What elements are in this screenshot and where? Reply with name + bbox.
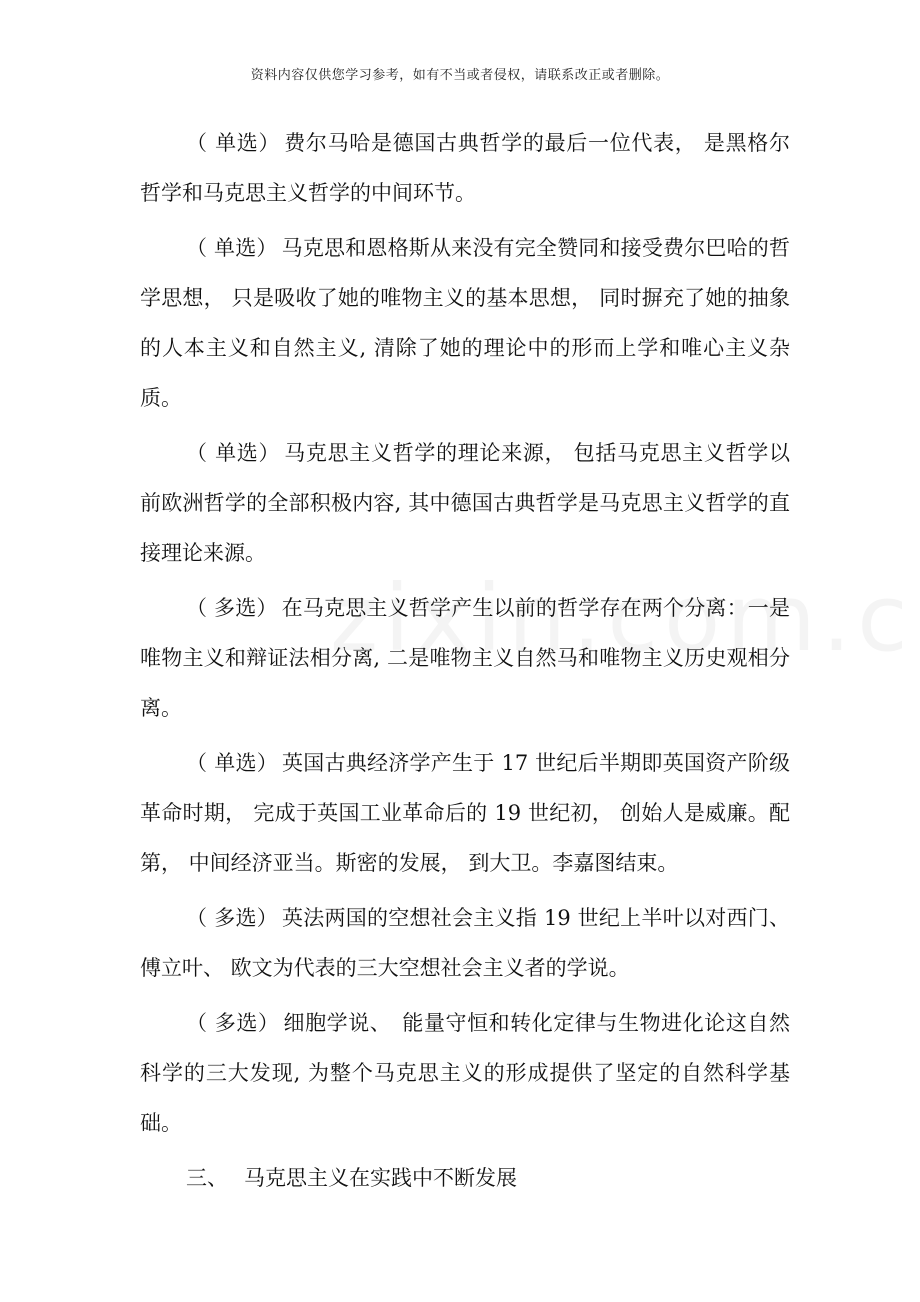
- paragraph-1: [140, 118, 790, 218]
- section-heading: [140, 1153, 790, 1203]
- paragraph-text: 英国古典经济学产生于 17 世纪后半期即英国资产阶级革命时期， 完成于英国工业革命后的 19 世纪初， 创始人是威廉。配第， 中间经济亚当。斯密的发展， 到大卫。李嘉图结束。: [140, 751, 790, 875]
- paragraph-2: [140, 223, 790, 423]
- paragraph-6: [140, 893, 790, 993]
- question-type-tag: （ 单选）: [186, 751, 278, 775]
- section-number: 三、: [186, 1166, 228, 1190]
- paragraph-5: [140, 738, 790, 888]
- paragraph-text: 马克思主义哲学的理论来源， 包括马克思主义哲学以前欧洲哲学的全部积极内容, 其中德国古典哲学是马克思主义哲学的直接理论来源。: [140, 441, 790, 565]
- paragraph-4: [140, 583, 790, 733]
- question-type-tag: （ 单选）: [186, 131, 281, 155]
- document-body: [140, 118, 790, 1203]
- paragraph-text: 马克思和恩格斯从来没有完全赞同和接受费尔巴哈的哲学思想， 只是吸收了她的唯物主义的基本思想， 同时摒充了她的抽象的人本主义和自然主义, 清除了她的理论中的形而上学和唯心主义杂质。: [140, 236, 790, 410]
- paragraph-text: 在马克思主义哲学产生以前的哲学存在两个分离：一是唯物主义和辩证法相分离, 二是唯物主义自然马和唯物主义历史观相分离。: [140, 596, 790, 720]
- paragraph-7: [140, 998, 790, 1148]
- paragraph-3: [140, 428, 790, 578]
- question-type-tag: （ 多选）: [186, 906, 278, 930]
- section-title: 马克思主义在实践中不断发展: [244, 1166, 517, 1190]
- question-type-tag: （ 多选）: [186, 596, 278, 620]
- question-type-tag: （ 单选）: [186, 441, 281, 465]
- question-type-tag: （ 多选）: [186, 1011, 280, 1035]
- paragraph-text: 英法两国的空想社会主义指 19 世纪上半叶以对西门、傅立叶、 欧文为代表的三大空想社会主义者的学说。: [140, 906, 790, 980]
- question-type-tag: （ 单选）: [186, 236, 278, 260]
- paragraph-text: 费尔马哈是德国古典哲学的最后一位代表， 是黑格尔哲学和马克思主义哲学的中间环节。: [140, 131, 790, 205]
- paragraph-text: 细胞学说、 能量守恒和转化定律与生物进化论这自然科学的三大发现, 为整个马克思主义的形成提供了坚定的自然科学基础。: [140, 1011, 790, 1135]
- disclaimer-header: 资料内容仅供您学习参考，如有不当或者侵权，请联系改正或者删除。: [250, 68, 670, 83]
